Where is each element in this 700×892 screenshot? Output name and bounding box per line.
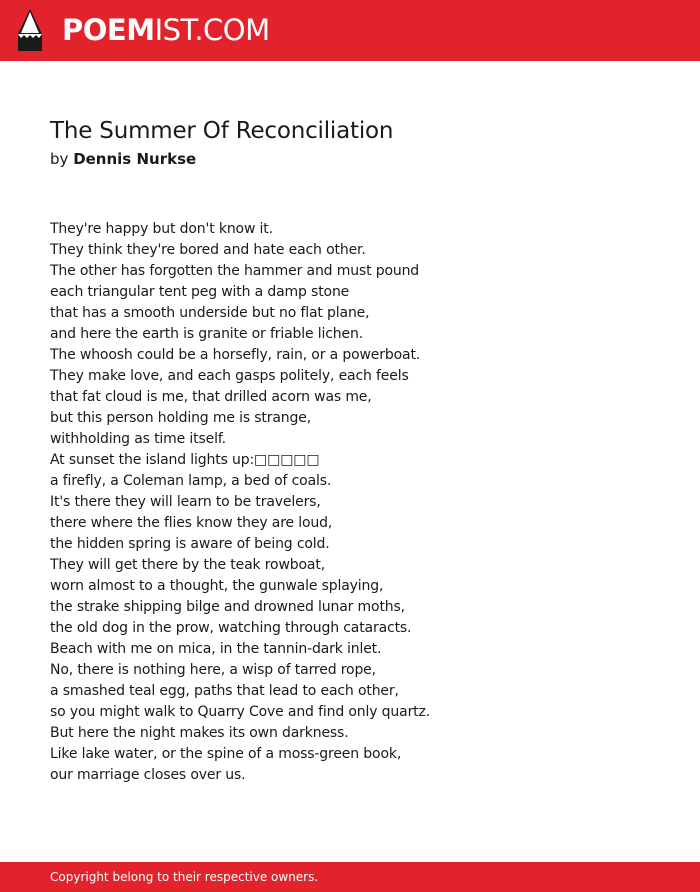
poem-line: the strake shipping bilge and drowned lunar moths,: [50, 599, 405, 615]
poem-line: that has a smooth underside but no flat plane,: [50, 305, 370, 321]
poem-line: each triangular tent peg with a damp stone: [50, 284, 350, 300]
poem-line: worn almost to a thought, the gunwale splaying,: [50, 578, 384, 594]
poem-line: the hidden spring is aware of being cold.: [50, 536, 330, 552]
poem-line: the old dog in the prow, watching through cataracts.: [50, 620, 412, 636]
site-footer: [0, 862, 700, 892]
site-logo[interactable]: [62, 12, 270, 48]
poem-line: The other has forgotten the hammer and must pound: [50, 263, 420, 279]
author-name: Dennis Nurkse: [73, 150, 197, 168]
poem-body: [50, 219, 650, 786]
poem-line: But here the night makes its own darkness.: [50, 725, 349, 741]
poem-line: At sunset the island lights up:□□□□□: [50, 452, 320, 468]
poem-line: that fat cloud is me, that drilled acorn was me,: [50, 389, 372, 405]
by-label: by: [50, 150, 69, 168]
logo-text-light: IST.COM: [154, 13, 270, 47]
pencil-tip-icon[interactable]: [18, 9, 42, 51]
poem-line: No, there is nothing here, a wisp of tarred rope,: [50, 662, 376, 678]
poem-line: our marriage closes over us.: [50, 767, 246, 783]
site-header: [0, 0, 700, 61]
logo-text-bold: POEM: [62, 13, 155, 47]
poem-line: They're happy but don't know it.: [50, 221, 273, 237]
poem-line: and here the earth is granite or friable lichen.: [50, 326, 363, 342]
poem-line: withholding as time itself.: [50, 431, 226, 447]
poem-line: It's there they will learn to be travelers,: [50, 494, 321, 510]
poem-title: The Summer Of Reconciliation: [50, 118, 394, 144]
poem-line: but this person holding me is strange,: [50, 410, 312, 426]
copyright-notice: Copyright belong to their respective owners.: [50, 870, 319, 884]
byline: [50, 149, 196, 169]
poem-line: The whoosh could be a horsefly, rain, or a powerboat.: [50, 347, 421, 363]
poem-line: They will get there by the teak rowboat,: [50, 557, 325, 573]
poem-line: They think they're bored and hate each other.: [50, 242, 366, 258]
poem-line: Beach with me on mica, in the tannin-dark inlet.: [50, 641, 382, 657]
poem-line: a firefly, a Coleman lamp, a bed of coals.: [50, 473, 332, 489]
poem-line: there where the flies know they are loud,: [50, 515, 333, 531]
poem-line: a smashed teal egg, paths that lead to each other,: [50, 683, 399, 699]
poem-line: Like lake water, or the spine of a moss-green book,: [50, 746, 402, 762]
poem-line: They make love, and each gasps politely, each feels: [50, 368, 409, 384]
poem-line: so you might walk to Quarry Cove and find only quartz.: [50, 704, 431, 720]
